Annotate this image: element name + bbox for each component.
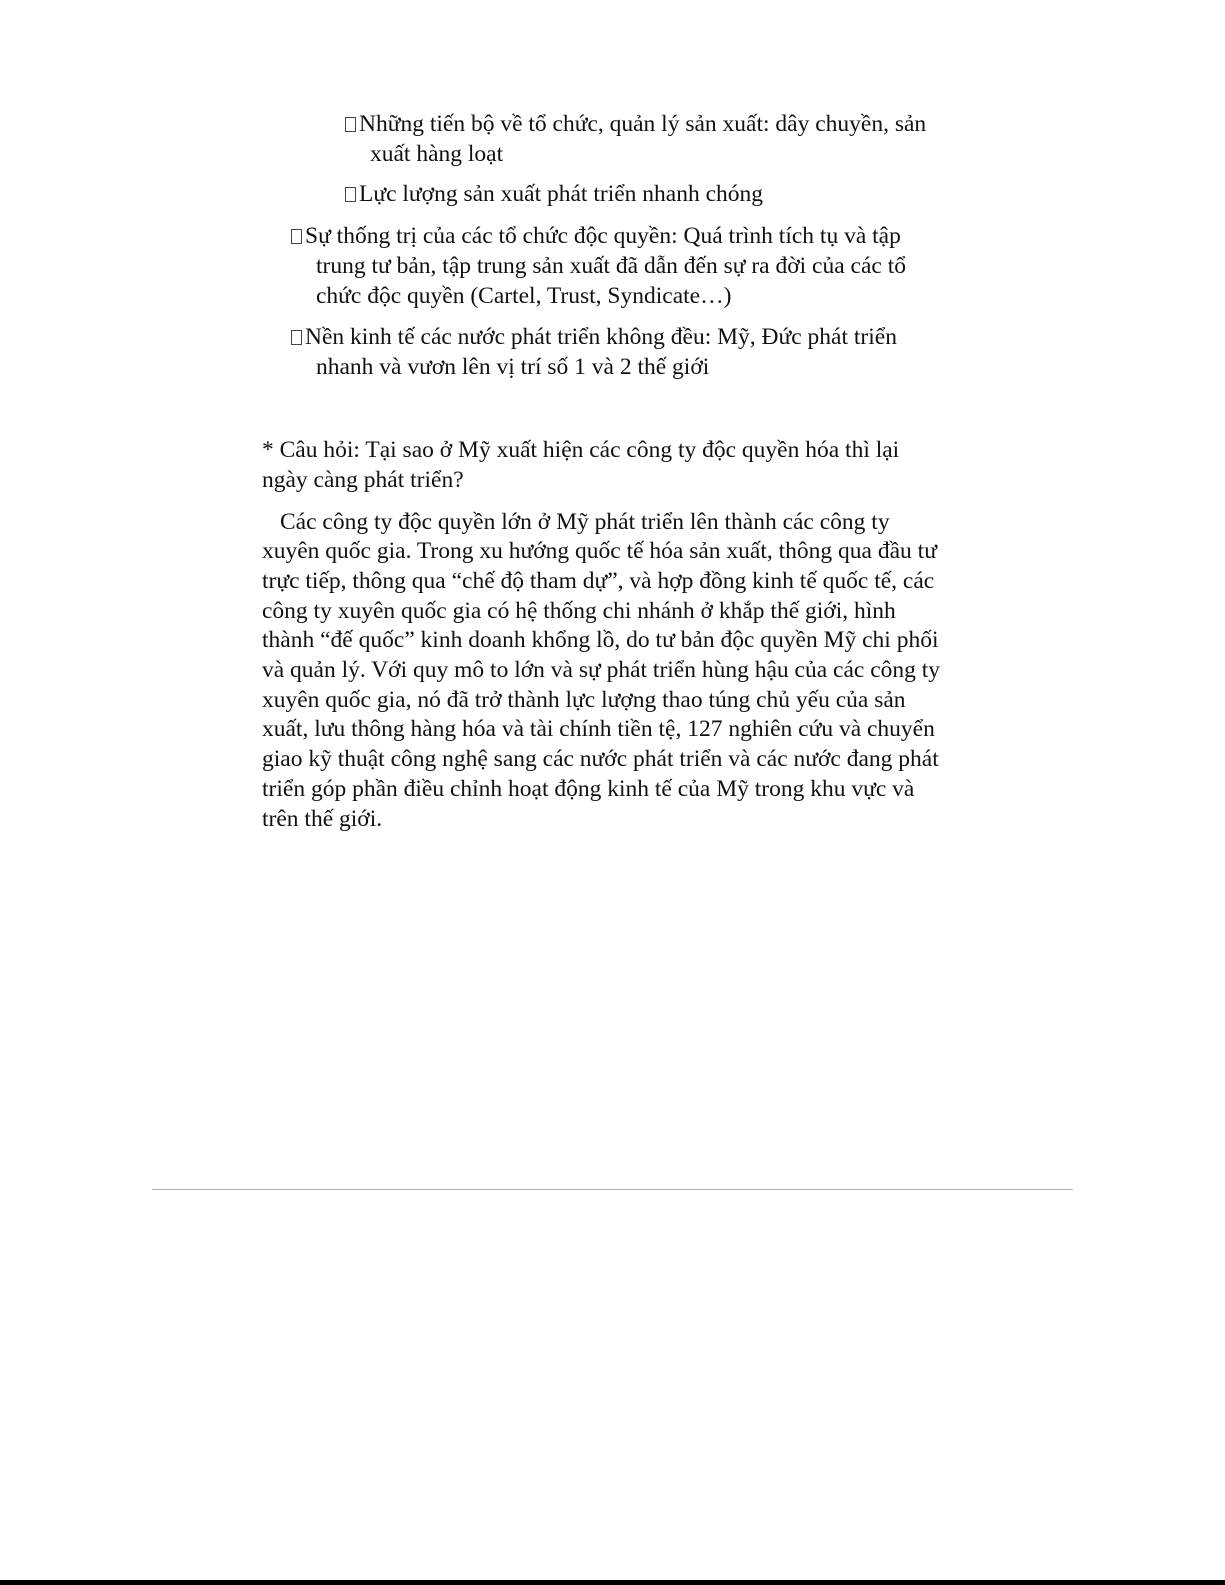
sub-bullet-1-text-1: Những tiến bộ về tổ chức, quản lý sản xuất: dây chuyền, sản [359, 111, 927, 137]
question-line-1: * Câu hỏi: Tại sao ở Mỹ xuất hiện các công ty độc quyền hóa thì lại [262, 437, 900, 463]
sub-bullet-2-text-1: Lực lượng sản xuất phát triển nhanh chóng [359, 181, 764, 207]
main-bullet-2-line-1 [291, 323, 897, 353]
bullet-box-icon [345, 187, 356, 202]
main-bullet-2-line-2: nhanh và vươn lên vị trí số 1 và 2 thế giới [316, 354, 710, 380]
answer-line-11: trên thế giới. [262, 806, 383, 832]
main-bullet-2-text-1: Nền kinh tế các nước phát triển không đều: Mỹ, Đức phát triển [305, 324, 897, 350]
main-bullet-1-line-2: trung tư bản, tập trung sản xuất đã dẫn đến sự ra đời của các tổ [316, 253, 906, 279]
sub-bullet-1-line-1 [345, 110, 926, 140]
sub-bullet-2-line-1 [345, 180, 763, 210]
answer-line-8: xuất, lưu thông hàng hóa và tài chính tiền tệ, 127 nghiên cứu và chuyển [262, 716, 935, 742]
page-divider [152, 1189, 1073, 1190]
answer-line-7: xuyên quốc gia, nó đã trở thành lực lượng thao túng chủ yếu của sản [262, 687, 906, 713]
bullet-box-icon [291, 330, 302, 345]
answer-line-4: công ty xuyên quốc gia có hệ thống chi nhánh ở khắp thế giới, hình [262, 598, 896, 624]
answer-line-9: giao kỹ thuật công nghệ sang các nước phát triển và các nước đang phát [262, 746, 939, 772]
bottom-edge-bar [0, 1580, 1225, 1585]
answer-line-3: trực tiếp, thông qua “chế độ tham dự”, và hợp đồng kinh tế quốc tế, các [262, 568, 935, 594]
answer-line-2: xuyên quốc gia. Trong xu hướng quốc tế hóa sản xuất, thông qua đầu tư [262, 538, 937, 564]
bullet-box-icon [291, 229, 302, 244]
answer-line-10: triển góp phần điều chỉnh hoạt động kinh tế của Mỹ trong khu vực và [262, 776, 915, 802]
bullet-box-icon [345, 117, 356, 132]
main-bullet-1-text-1: Sự thống trị của các tổ chức độc quyền: Quá trình tích tụ và tập [305, 223, 901, 249]
answer-line-6: và quản lý. Với quy mô to lớn và sự phát triển hùng hậu của các công ty [262, 657, 941, 683]
question-line-2: ngày càng phát triển? [262, 467, 464, 493]
main-bullet-1-line-3: chức độc quyền (Cartel, Trust, Syndicate…) [316, 283, 732, 309]
answer-line-1: Các công ty độc quyền lớn ở Mỹ phát triển lên thành các công ty [280, 509, 890, 535]
main-bullet-1-line-1 [291, 222, 901, 252]
sub-bullet-1-line-2: xuất hàng loạt [370, 141, 504, 167]
answer-line-5: thành “đế quốc” kinh doanh khổng lồ, do tư bản độc quyền Mỹ chi phối [262, 627, 939, 653]
